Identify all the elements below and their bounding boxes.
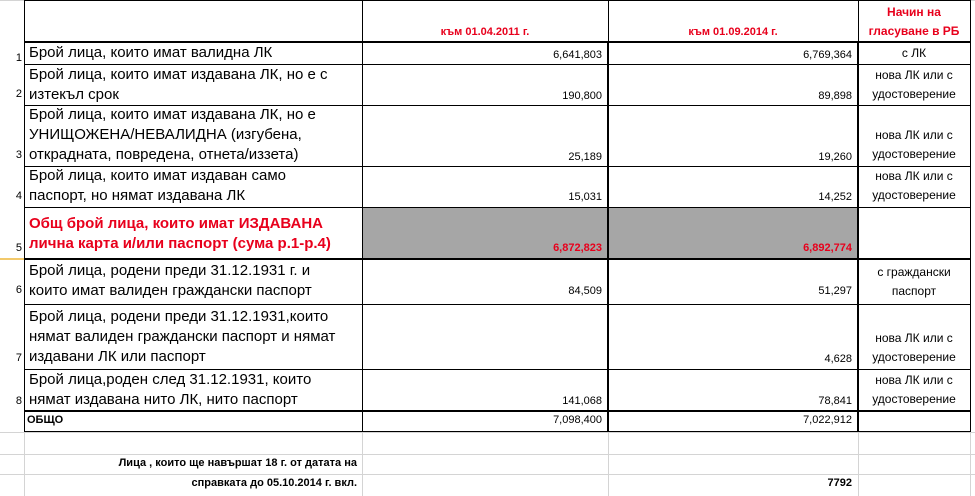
desc-line: Брой лица, родени преди 31.12.1931 г. и xyxy=(29,262,311,279)
border xyxy=(24,410,971,412)
value-2011: 15,031 xyxy=(568,191,602,203)
border xyxy=(24,369,970,370)
row-number: 3 xyxy=(15,149,22,161)
value-2011: 6,641,803 xyxy=(553,49,602,61)
desc-line: УНИЩОЖЕНА/НЕВАЛИДНА (изгубена, xyxy=(29,126,302,143)
border xyxy=(24,431,970,432)
method-line: удостоверение xyxy=(872,147,956,161)
desc-line: Брой лица, които имат издаван само xyxy=(29,167,286,184)
border xyxy=(858,0,859,41)
row-number: 8 xyxy=(15,395,22,407)
header-method-line1: Начин на xyxy=(887,5,941,19)
method-line: с ЛК xyxy=(901,46,927,60)
desc-line: откраднатa, повредена, отнета/иззета) xyxy=(29,146,299,163)
value-2011: 84,509 xyxy=(568,285,602,297)
value-2011: 25,189 xyxy=(568,151,602,163)
header-date-2014: към 01.09.2014 г. xyxy=(688,26,778,38)
method-line: с граждански xyxy=(877,265,951,279)
border xyxy=(24,166,970,167)
value-2014: 19,260 xyxy=(818,151,852,163)
row-description xyxy=(25,214,362,258)
value-2011 xyxy=(362,353,608,367)
border xyxy=(0,258,24,260)
row-description xyxy=(25,65,362,105)
method-line: нова ЛК или с xyxy=(875,128,953,142)
value-2014: 78,841 xyxy=(818,395,852,407)
total-2011: 7,098,400 xyxy=(553,414,602,426)
row-description xyxy=(25,166,362,206)
desc-line: Брой лица, които имат валидна ЛК xyxy=(29,44,273,61)
total-2014: 7,022,912 xyxy=(803,414,852,426)
method-line: удостоверение xyxy=(872,87,956,101)
voting-method xyxy=(858,66,970,106)
method-line: паспорт xyxy=(891,284,937,298)
desc-line: лична карта и/или паспорт (сума р.1-р.4) xyxy=(29,235,331,252)
value-2014: 4,628 xyxy=(824,353,852,365)
border xyxy=(362,0,363,432)
desc-line: издавани ЛК или паспорт xyxy=(29,348,206,365)
row-number: 1 xyxy=(15,52,22,64)
desc-line: Брой лица, които имат издавана ЛК, но е xyxy=(29,106,316,123)
value-2014: 89,898 xyxy=(818,90,852,102)
value-2011: 6,872,823 xyxy=(553,242,602,254)
method-line: удостоверение xyxy=(872,188,956,202)
row-number: 6 xyxy=(15,284,22,296)
method-line: нова ЛК или с xyxy=(875,331,953,345)
desc-line: нямат валиден граждански паспорт и нямат xyxy=(29,328,336,345)
desc-line: Брой лица, родени преди 31.12.1931,които xyxy=(29,308,329,325)
gridline xyxy=(0,432,975,433)
value-2014: 14,252 xyxy=(818,191,852,203)
border xyxy=(24,0,25,432)
desc-line: които имат валиден граждански паспорт xyxy=(29,282,312,299)
desc-line: паспорт, но нямат издавана ЛК xyxy=(29,187,246,204)
voting-method xyxy=(858,329,970,369)
row-number: 4 xyxy=(15,190,22,202)
border xyxy=(857,41,859,432)
row-description xyxy=(25,261,362,301)
border xyxy=(24,105,970,106)
row-number: 5 xyxy=(15,242,22,254)
value-2014: 6,892,774 xyxy=(803,242,852,254)
method-line: нова ЛК или с xyxy=(875,68,953,82)
method-line: нова ЛК или с xyxy=(875,373,953,387)
row-description xyxy=(25,105,362,165)
voting-method xyxy=(858,126,970,166)
voting-method xyxy=(858,44,970,64)
footer-line2: справката до 05.10.2014 г. вкл. xyxy=(191,477,357,489)
border xyxy=(24,41,971,43)
row-number: 7 xyxy=(15,352,22,364)
header-method-line2: гласуване в РБ xyxy=(868,24,960,38)
desc-line: нямат издавана нито ЛК, нито паспорт xyxy=(29,391,298,408)
method-line: удостоверение xyxy=(872,350,956,364)
row-description xyxy=(25,43,362,64)
border xyxy=(970,0,971,432)
desc-line: Брой лица, които имат издавана ЛК, но е с xyxy=(29,66,328,83)
method-line: нова ЛК или с xyxy=(875,169,953,183)
footer-value: 7792 xyxy=(827,477,852,489)
border xyxy=(24,258,971,260)
value-2011: 141,068 xyxy=(562,395,602,407)
desc-line: Общ брой лица, които имат ИЗДАВАНА xyxy=(29,215,323,232)
border xyxy=(608,0,609,41)
desc-line: Брой лица,роден след 31.12.1931, които xyxy=(29,371,312,388)
header-date-2011: към 01.04.2011 г. xyxy=(440,26,530,38)
row-description xyxy=(25,307,362,369)
footer-line1: Лица , които ще навършат 18 г. от датата на xyxy=(118,457,357,469)
value-2014: 51,297 xyxy=(818,285,852,297)
value-2014: 6,769,364 xyxy=(803,49,852,61)
border xyxy=(24,207,970,208)
voting-method xyxy=(858,167,970,207)
voting-method xyxy=(858,371,970,411)
row-description xyxy=(25,370,362,411)
desc-line: изтекъл срок xyxy=(29,86,119,103)
method-line: удостоверение xyxy=(872,392,956,406)
row-number: 2 xyxy=(15,88,22,100)
gridline xyxy=(0,474,975,475)
value-2011: 190,800 xyxy=(562,90,602,102)
border xyxy=(24,0,970,1)
gridline xyxy=(0,454,975,455)
voting-method xyxy=(858,263,970,303)
total-label: ОБЩО xyxy=(27,414,64,426)
border xyxy=(24,64,970,65)
border xyxy=(24,304,970,305)
border xyxy=(607,41,609,432)
